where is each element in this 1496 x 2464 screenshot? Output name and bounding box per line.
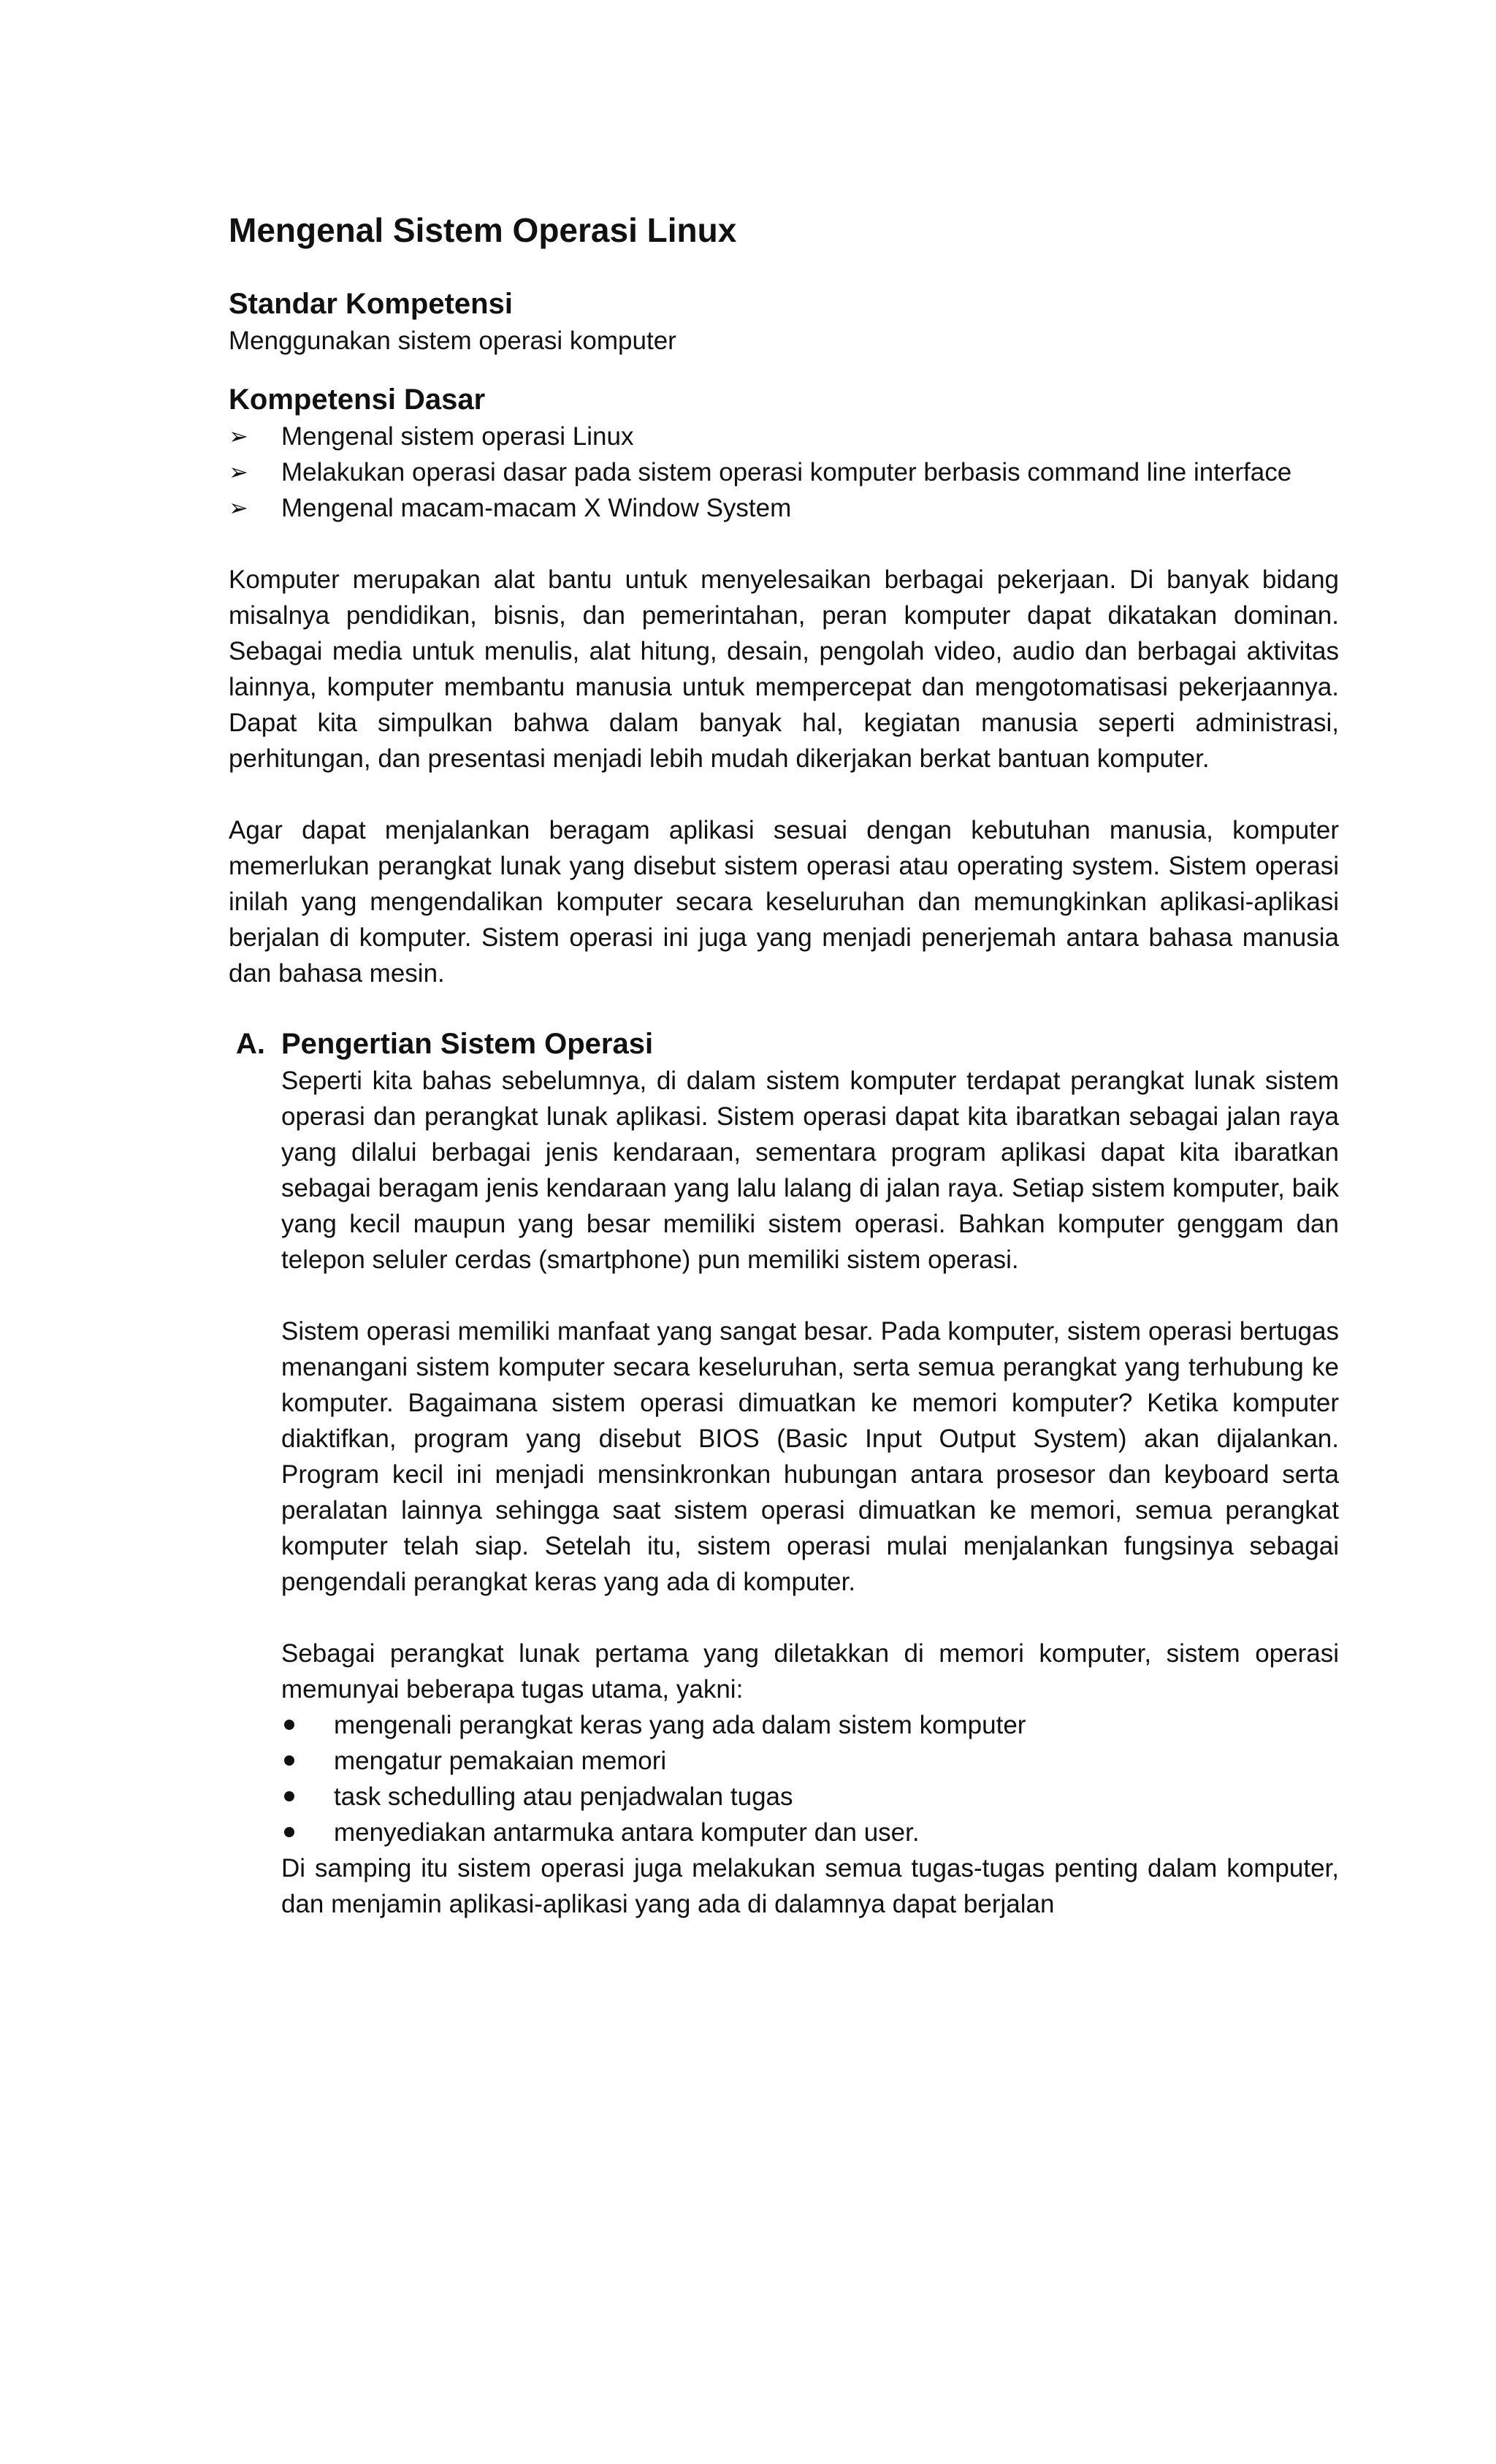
list-item: [281, 1815, 1339, 1850]
bullet-dot-icon: [284, 1720, 294, 1730]
section-a: [229, 1025, 1339, 1922]
intro-paragraph: Agar dapat menjalankan beragam aplikasi sesuai dengan kebutuhan manusia, komputer memerlukan perangkat lunak yang disebut sistem operasi atau operating system. Sistem operasi inilah yang mengendalikan komputer secara keseluruhan dan memungkinkan aplikasi-aplikasi berjalan di komputer. Sistem operasi ini juga yang menjadi penerjemah antara bahasa manusia dan bahasa mesin.: [229, 816, 1339, 988]
list-item-text: Mengenal sistem operasi Linux: [281, 422, 634, 451]
section-paragraph: Sistem operasi memiliki manfaat yang sangat besar. Pada komputer, sistem operasi bertugas menangani sistem komputer secara keseluruhan, serta semua perangkat yang terhubung ke komputer. Bagaimana sistem operasi dimuatkan ke memori komputer? Ketika komputer diaktifkan, program yang disebut BIOS (Basic Input Output System) akan dijalankan. Program kecil ini menjadi mensinkronkan hubungan antara prosesor dan keyboard serta peralatan lainnya sehingga saat sistem operasi dimuatkan ke memori, semua perangkat komputer telah siap. Setelah itu, sistem operasi mulai menjalankan fungsinya sebagai pengendali perangkat keras yang ada di komputer.: [281, 1317, 1339, 1596]
page-title: Mengenal Sistem Operasi Linux: [229, 211, 737, 249]
kompetensi-dasar-heading: Kompetensi Dasar: [229, 384, 486, 416]
list-item-text: menyediakan antarmuka antara komputer dan user.: [334, 1818, 920, 1847]
list-item: [229, 454, 1339, 490]
list-item: [281, 1743, 1339, 1779]
closing-paragraph: Di samping itu sistem operasi juga melakukan semua tugas-tugas penting dalam komputer, dan menjamin aplikasi-aplikasi yang ada di dalamnya dapat berjalan: [281, 1854, 1339, 1918]
section-paragraph: Seperti kita bahas sebelumnya, di dalam sistem komputer terdapat perangkat lunak sistem operasi dan perangkat lunak aplikasi. Sistem operasi dapat kita ibaratkan sebagai jalan raya yang dilalui berbagai jenis kendaraan, sementara program aplikasi dapat kita ibaratkan sebagai beragam jenis kendaraan yang lalu lalang di jalan raya. Setiap sistem komputer, baik yang kecil maupun yang besar memiliki sistem operasi. Bahkan komputer genggam dan telepon seluler cerdas (smartphone) pun memiliki sistem operasi.: [281, 1067, 1339, 1274]
section-a-title: Pengertian Sistem Operasi: [281, 1028, 654, 1060]
document-content: [229, 209, 1339, 1922]
bullet-dot-icon: [284, 1755, 294, 1766]
list-item: [281, 1779, 1339, 1815]
arrow-bullet-icon: ➢: [229, 423, 248, 449]
bullet-dot-icon: [284, 1827, 294, 1837]
list-item: [281, 1707, 1339, 1743]
kompetensi-dasar-list: [229, 419, 1339, 526]
list-item-text: Melakukan operasi dasar pada sistem operasi komputer berbasis command line interface: [281, 458, 1292, 487]
list-item-text: Mengenal macam-macam X Window System: [281, 494, 792, 522]
list-item-text: mengenali perangkat keras yang ada dalam sistem komputer: [334, 1711, 1026, 1739]
section-paragraph: Sebagai perangkat lunak pertama yang diletakkan di memori komputer, sistem operasi memunyai beberapa tugas utama, yakni:: [281, 1639, 1339, 1704]
standar-kompetensi-heading: Standar Kompetensi: [229, 288, 513, 320]
list-item: [229, 419, 1339, 454]
bullet-dot-icon: [284, 1791, 294, 1801]
list-item-text: task schedulling atau penjadwalan tugas: [334, 1782, 793, 1811]
section-letter: A.: [236, 1028, 265, 1060]
tasks-list: [281, 1707, 1339, 1850]
arrow-bullet-icon: ➢: [229, 495, 248, 521]
list-item: [229, 490, 1339, 526]
arrow-bullet-icon: ➢: [229, 459, 248, 485]
intro-paragraph: Komputer merupakan alat bantu untuk menyelesaikan berbagai pekerjaan. Di banyak bidang misalnya pendidikan, bisnis, dan pemerintahan, peran komputer dapat dikatakan dominan. Sebagai media untuk menulis, alat hitung, desain, pengolah video, audio dan berbagai aktivitas lainnya, komputer membantu manusia untuk mempercepat dan mengotomatisasi pekerjaannya. Dapat kita simpulkan bahwa dalam banyak hal, kegiatan manusia seperti administrasi, perhitungan, dan presentasi menjadi lebih mudah dikerjakan berkat bantuan komputer.: [229, 565, 1339, 773]
standar-kompetensi-text: Menggunakan sistem operasi komputer: [229, 327, 676, 355]
section-a-body: [229, 1063, 1339, 1922]
list-item-text: mengatur pemakaian memori: [334, 1747, 667, 1775]
section-a-heading: [229, 1025, 1339, 1063]
